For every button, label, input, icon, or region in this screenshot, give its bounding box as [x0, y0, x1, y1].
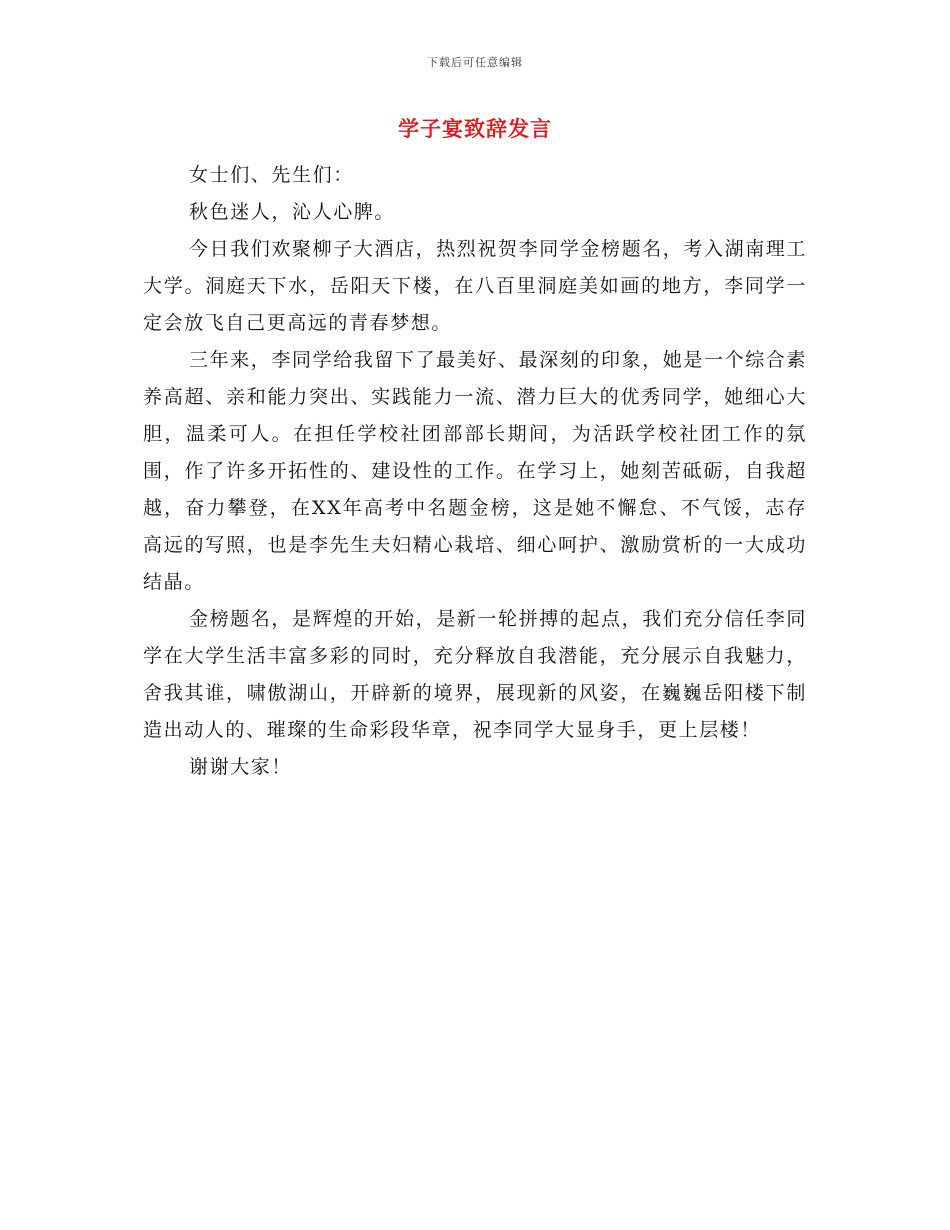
body-paragraph: 金榜题名，是辉煌的开始，是新一轮拼搏的起点，我们充分信任李同学在大学生活丰富多彩的同时，充分释放自我潜能，充分展示自我魅力，舍我其谁，啸傲湖山，开辟新的境界，展现新的风姿，在巍巍岳阳楼下制造出动人的、璀璨的生命彩段华章，祝李同学大显身手，更上层楼！ [143, 608, 808, 741]
closing-paragraph: 谢谢大家！ [189, 756, 293, 778]
salutation-paragraph: 女士们、先生们： [189, 164, 354, 186]
opening-paragraph: 秋色迷人，沁人心脾。 [189, 201, 396, 223]
document-title: 学子宴致辞发言 [398, 117, 552, 141]
body-paragraph: 三年来，李同学给我留下了最美好、最深刻的印象，她是一个综合素养高超、亲和能力突出、实践能力一流、潜力巨大的优秀同学，她细心大胆，温柔可人。在担任学校社团部部长期间，为活跃学校社团工作的氛围，作了许多开拓性的、建设性的工作。在学习上，她刻苦砥砺，自我超越，奋力攀登，在XX年高考中名题金榜，这是她不懈怠、不气馁，志存高远的写照，也是李先生夫妇精心栽培、细心呵护、激励赏析的一大成功结晶。 [143, 349, 808, 593]
body-paragraph: 今日我们欢聚柳子大酒店，热烈祝贺李同学金榜题名，考入湖南理工大学。洞庭天下水，岳阳天下楼，在八百里洞庭美如画的地方，李同学一定会放飞自己更高远的青春梦想。 [143, 238, 808, 334]
header-note: 下载后可任意编辑 [427, 56, 523, 69]
document-body [143, 157, 807, 786]
